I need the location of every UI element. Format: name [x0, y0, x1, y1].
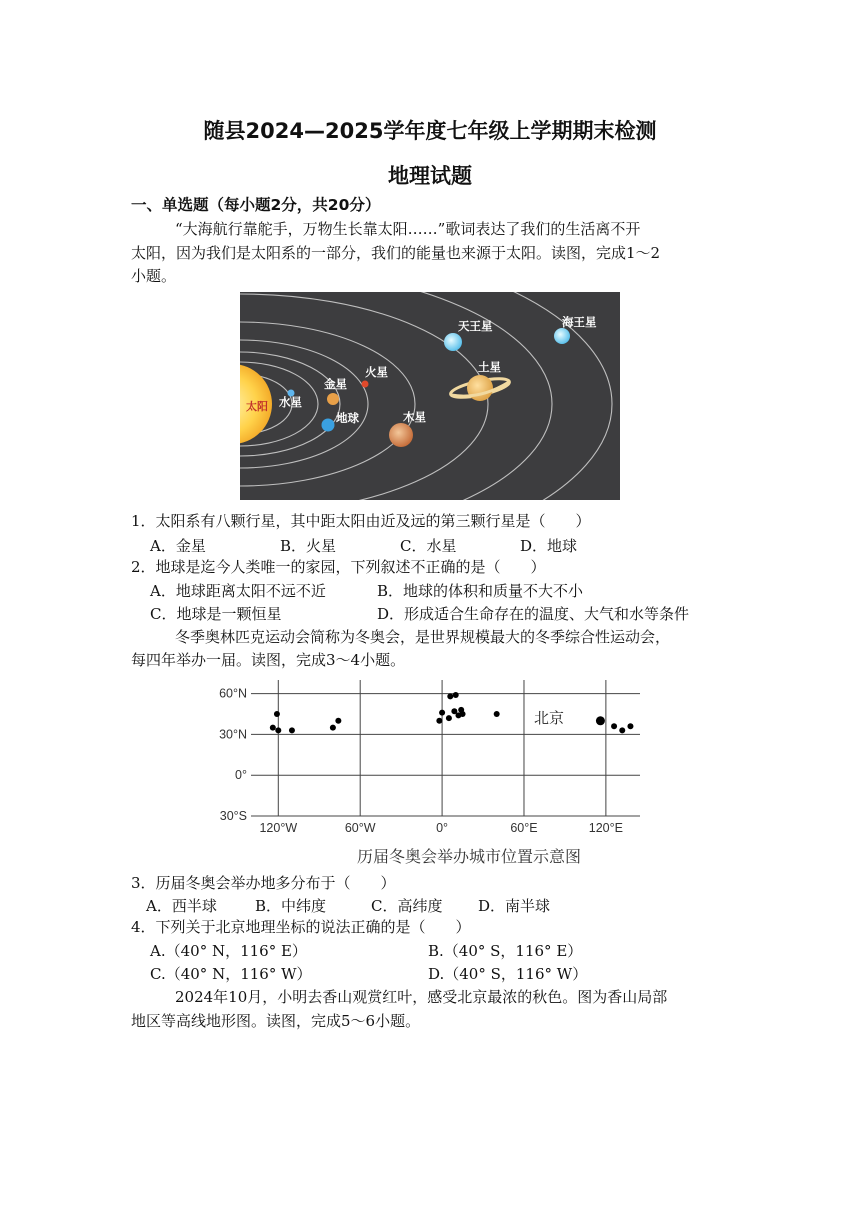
intro-line-3: 小题。 — [131, 267, 177, 285]
beijing-label: 北京 — [534, 710, 565, 727]
lat-tick-label: 30°S — [219, 809, 247, 823]
q1-stem: 1．太阳系有八颗行星，其中距太阳由近及远的第三颗行星是（ ） — [131, 512, 591, 530]
q1-option-d: D．地球 — [520, 537, 578, 555]
saturn-label: 土星 — [478, 360, 501, 374]
q1-option-a: A．金星 — [150, 537, 206, 555]
intro-line-1: “大海航行靠舵手，万物生长靠太阳……”歌词表达了我们的生活离不开 — [175, 220, 641, 238]
host-city-point — [494, 711, 500, 717]
earth-icon — [322, 419, 335, 432]
lon-tick-label: 0° — [436, 821, 449, 835]
q2-option-a: A．地球距离太阳不远不近 — [150, 582, 326, 600]
q2-stem: 2．地球是迄今人类唯一的家园，下列叙述不正确的是（ ） — [131, 558, 546, 576]
exam-title: 随县2024—2025学年度七年级上学期期末检测 — [203, 119, 657, 143]
host-city-point — [446, 715, 452, 721]
mars-label: 火星 — [365, 365, 388, 379]
passage3-line-1: 2024年10月，小明去香山观赏红叶，感受北京最浓的秋色。图为香山局部 — [175, 988, 668, 1006]
q3-option-c: C．高纬度 — [371, 897, 443, 915]
lon-tick-label: 60°W — [344, 821, 376, 835]
host-city-point — [335, 718, 341, 724]
beijing-point — [596, 716, 605, 725]
q2-option-c: C．地球是一颗恒星 — [150, 605, 282, 623]
host-city-point — [447, 693, 453, 699]
lon-tick-labels — [259, 821, 623, 835]
q4-stem: 4．下列关于北京地理坐标的说法正确的是（ ） — [131, 918, 471, 936]
host-city-point — [436, 718, 442, 724]
lon-tick-label: 60°E — [510, 821, 538, 835]
lat-tick-label: 0° — [235, 768, 247, 783]
map-chart — [205, 670, 655, 870]
intro-line-2: 太阳，因为我们是太阳系的一部分，我们的能量也来源于太阳。读图，完成1～2 — [131, 244, 661, 262]
section-heading: 一、单选题（每小题2分，共20分） — [131, 196, 381, 214]
uranus-label: 天王星 — [458, 319, 493, 333]
q1-option-c: C．水星 — [400, 537, 457, 555]
mars-icon — [362, 381, 369, 388]
q4-option-d: D.（40° S，116° W） — [428, 965, 588, 983]
passage2-line-1: 冬季奥林匹克运动会简称为冬奥会，是世界规模最大的冬季综合性运动会， — [175, 628, 671, 646]
q2-option-d: D．形成适合生命存在的温度、大气和水等条件 — [377, 605, 690, 623]
venus-label: 金星 — [324, 377, 347, 391]
q2-option-b: B．地球的体积和质量不大不小 — [377, 582, 584, 600]
q3-option-d: D．南半球 — [478, 897, 551, 915]
q3-option-b: B．中纬度 — [255, 897, 327, 915]
saturn-icon — [449, 375, 511, 401]
lat-tick-label: 30°N — [219, 727, 247, 742]
jupiter-label: 木星 — [403, 410, 426, 424]
q4-option-c: C.（40° N，116° W） — [150, 965, 312, 983]
map-grid — [251, 680, 640, 816]
host-city-point — [619, 727, 625, 733]
host-city-point — [274, 711, 280, 717]
host-city-point — [330, 725, 336, 731]
host-city-point — [439, 710, 445, 716]
q4-option-b: B.（40° S，116° E） — [428, 942, 583, 960]
exam-subtitle: 地理试题 — [388, 164, 472, 188]
host-city-point — [453, 692, 459, 698]
host-city-point — [270, 725, 276, 731]
q3-stem: 3．历届冬奥会举办地多分布于（ ） — [131, 874, 396, 892]
host-city-point — [627, 723, 633, 729]
neptune-label: 海王星 — [562, 315, 597, 329]
sun-label: 太阳 — [246, 400, 268, 413]
earth-label: 地球 — [336, 411, 359, 425]
mercury-label: 水星 — [279, 395, 302, 409]
q3-option-a: A．西半球 — [146, 897, 217, 915]
q1-option-b: B．火星 — [280, 537, 337, 555]
host-city-point — [611, 723, 617, 729]
host-city-point — [275, 727, 281, 733]
winter-olympics-map — [205, 670, 655, 870]
neptune-icon — [554, 328, 570, 344]
host-city-points — [270, 692, 634, 733]
passage3-line-2: 地区等高线地形图。读图，完成5～6小题。 — [131, 1012, 421, 1030]
q4-option-a: A.（40° N，116° E） — [150, 942, 307, 960]
passage2-line-2: 每四年举办一届。读图，完成3～4小题。 — [131, 651, 406, 669]
map-caption: 历届冬奥会举办城市位置示意图 — [357, 849, 582, 866]
lon-tick-label: 120°W — [259, 821, 298, 835]
lat-tick-labels — [219, 687, 247, 823]
lon-tick-label: 120°E — [588, 821, 623, 835]
jupiter-icon — [389, 423, 413, 447]
uranus-icon — [444, 333, 462, 351]
host-city-point — [460, 711, 466, 717]
lat-tick-label: 60°N — [219, 686, 247, 701]
solar-system-figure — [240, 292, 620, 500]
venus-icon — [327, 393, 339, 405]
host-city-point — [289, 727, 295, 733]
